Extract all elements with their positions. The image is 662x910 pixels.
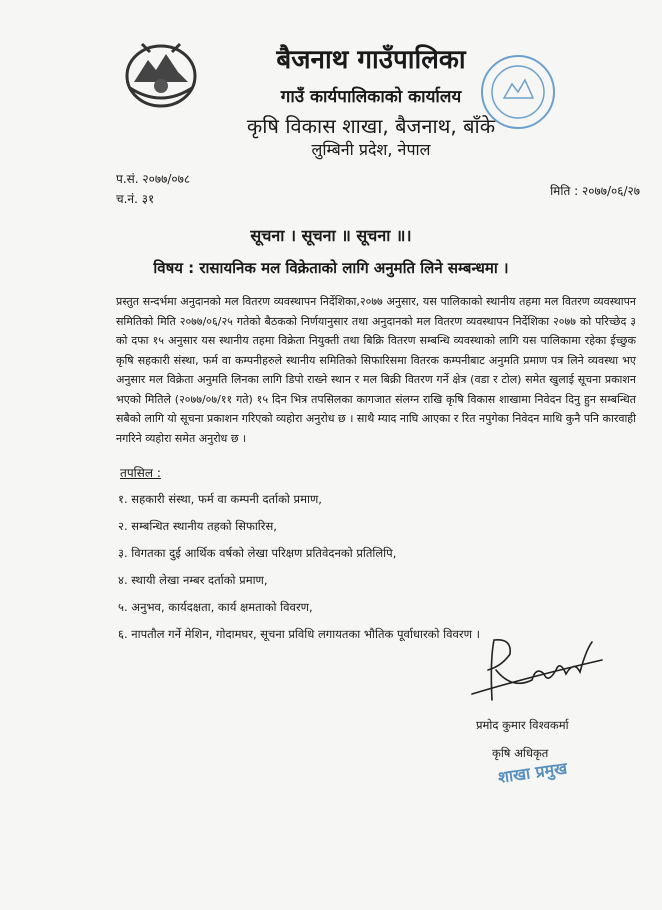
list-item: १. सहकारी संस्था, फर्म वा कम्पनी दर्ताको प्रमाण, [118,492,322,506]
body-paragraph: प्रस्तुत सन्दर्भमा अनुदानको मल वितरण व्यवस्थापन निर्देशिका,२०७७ अनुसार, यस पालिकाको स्थानीय तहमा मल वितरण व्यवस्थापन समितिको मिति २०७७/०६/२५ गतेको बैठकको निर्णयानुसार तथा अनुदानको मल वितरण व्यवस्थापन निर्देशिका २०७७ को परिच्छेद ३ को दफा १५ अनुसार यस स्थानीय तहमा विक्रेता नियुक्ती तथा बिक्रि वितरण सम्बन्धि व्यवस्थाको लागि यस पालिकामा रहेका ईच्छुक कृषि सहकारी संस्था, फर्म वा कम्पनीहरुले स्थानीय समितिको सिफारिसमा वितरक कम्पनीबाट अनुमति प्रमाण पत्र लिने व्यवस्था भए अनुसार मल विक्रेता अनुमति लिनका लागि डिपो राख्ने स्थान र मल बिक्री वितरण गर्ने क्षेत्र (वडा र टोल) समेत खुलाई सूचना प्रकाशन भएको मितिले (२०७७/०७/११ गते) १५ दिन भित्र तपसिलका कागजात संलग्न राखि कृषि विकास शाखामा निवेदन दिनु हुन सम्बन्धित सबैको लागि यो सूचना प्रकाशन गरिएको व्यहोरा अनुरोध छ । साथै म्याद नाघि आएका र रित नपुगेका निवेदन माथि कुनै पनि कारवाही नगरिने व्यहोरा समेत अनुरोध छ । [116,295,636,445]
office-name: गाउँ कार्यपालिकाको कार्यालय [280,87,462,107]
signer-title: कृषि अधिकृत [492,746,549,760]
tapasil-list [118,486,638,648]
notice-heading: सूचना । सूचना ॥ सूचना ॥। [250,226,412,245]
list-item: ५. अनुभव, कार्यदक्षता, कार्य क्षमताको विवरण, [118,600,313,614]
section-name: कृषि विकास शाखा, बैजनाथ, बाँके [246,114,496,138]
office-seal-icon [478,52,558,132]
dispatch-number: च.नं. ३१ [116,192,155,206]
list-item: ४. स्थायी लेखा नम्बर दर्ताको प्रमाण, [118,573,268,587]
province-name: लुम्बिनी प्रदेश, नेपाल [311,140,431,159]
branch-head-stamp: शाखा प्रमुख [496,758,569,787]
org-name: बैजनाथ गाउँपालिका [276,45,466,75]
signer-name: प्रमोद कुमार विश्वकर्मा [476,718,569,732]
handwritten-signature-icon [452,630,612,710]
subject-line: विषय : रासायनिक मल विक्रेताको लागि अनुमति लिने सम्बन्धमा । [153,259,509,277]
document-date: मिति : २०७७/०६/२७ [550,184,640,198]
reference-number: प.सं. २०७७/०७८ [116,172,191,186]
list-item: ३. विगतका दुई आर्थिक वर्षको लेखा परिक्षण प्रतिवेदनको प्रतिलिपि, [118,546,397,560]
tapasil-label: तपसिल : [120,466,161,480]
list-item: २. सम्बन्धित स्थानीय तहको सिफारिस, [118,519,277,533]
list-item: ६. नापतौल गर्ने मेशिन, गोदामघर, सूचना प्रविधि लगायतका भौतिक पूर्वाधारको विवरण । [118,627,480,641]
